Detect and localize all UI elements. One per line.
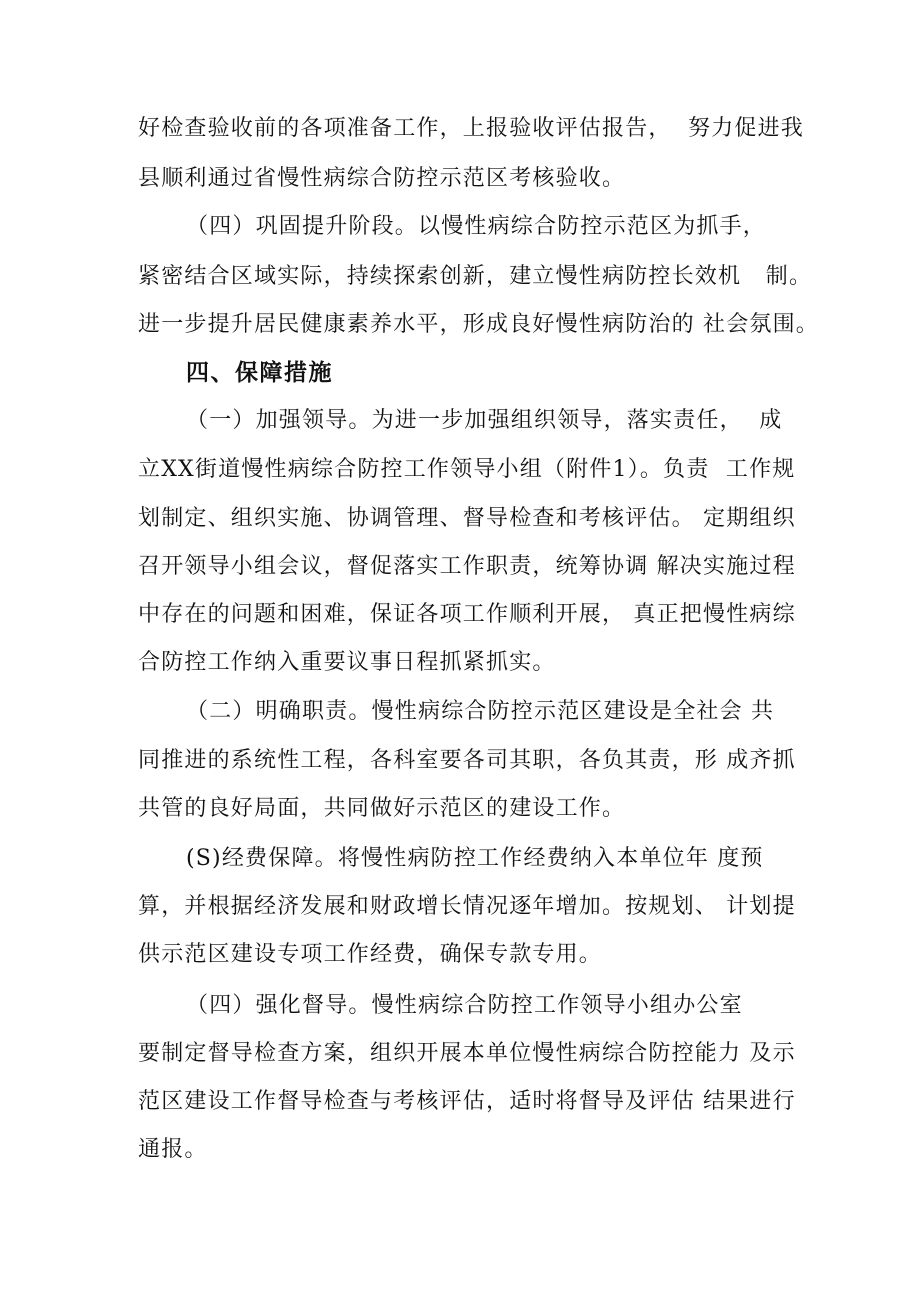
text-line: （四）强化督导。慢性病综合防控工作领导小组办公室 [186,993,743,1018]
text-line: 划制定、组织实施、协调管理、督导检查和考核评估。 定期组织 [138,506,796,531]
text-line: （一）加强领导。为进一步加强组织领导，落实责任， 成 [186,408,783,433]
text-line: （二）明确职责。慢性病综合防控示范区建设是全社会 共 [186,699,775,724]
text-line: 立XX街道慢性病综合防控工作领导小组（附件1）。负责 工作规 [138,457,796,482]
text-line: 好检查验收前的各项准备工作，上报验收评估报告， 努力促进我 [138,116,804,141]
text-line: 召开领导小组会议，督促落实工作职责，统筹协调 解决实施过程 [138,554,796,579]
text-line: 紧密结合区域实际，持续探索创新，建立慢性病防控长效机 制。 [138,264,813,289]
text-line: 县顺利通过省慢性病综合防控示范区考核验收。 [138,166,626,191]
text-line: （四）巩固提升阶段。以慢性病综合防控示范区为抓手， [186,214,767,239]
text-line: 共管的良好局面，共同做好示范区的建设工作。 [138,796,626,821]
text-line: 进一步提升居民健康素养水平，形成良好慢性病防治的 社会氛围。 [138,312,819,337]
text-line: 中存在的问题和困难，保证各项工作顺利开展， 真正把慢性病综 [138,602,796,627]
text-line: 算，并根据经济发展和财政增长情况逐年增加。按规划、 计划提 [138,894,796,919]
text-line: 要制定督导检查方案，组织开展本单位慢性病综合防控能力 及示 [138,1041,796,1066]
text-line: 合防控工作纳入重要议事日程抓紧抓实。 [138,650,556,675]
text-line: 范区建设工作督导检查与考核评估，适时将督导及评估 结果进行 [138,1089,796,1114]
text-line: (S)经费保障。将慢性病防控工作经费纳入本单位年 度预 [186,846,764,871]
text-line: 同推进的系统性工程，各科室要各司其职，各负其责，形 成齐抓 [138,748,796,773]
section-heading: 四、保障措施 [186,360,333,386]
text-line: 供示范区建设专项工作经费，确保专款专用。 [138,942,603,967]
text-line: 通报。 [138,1137,208,1162]
